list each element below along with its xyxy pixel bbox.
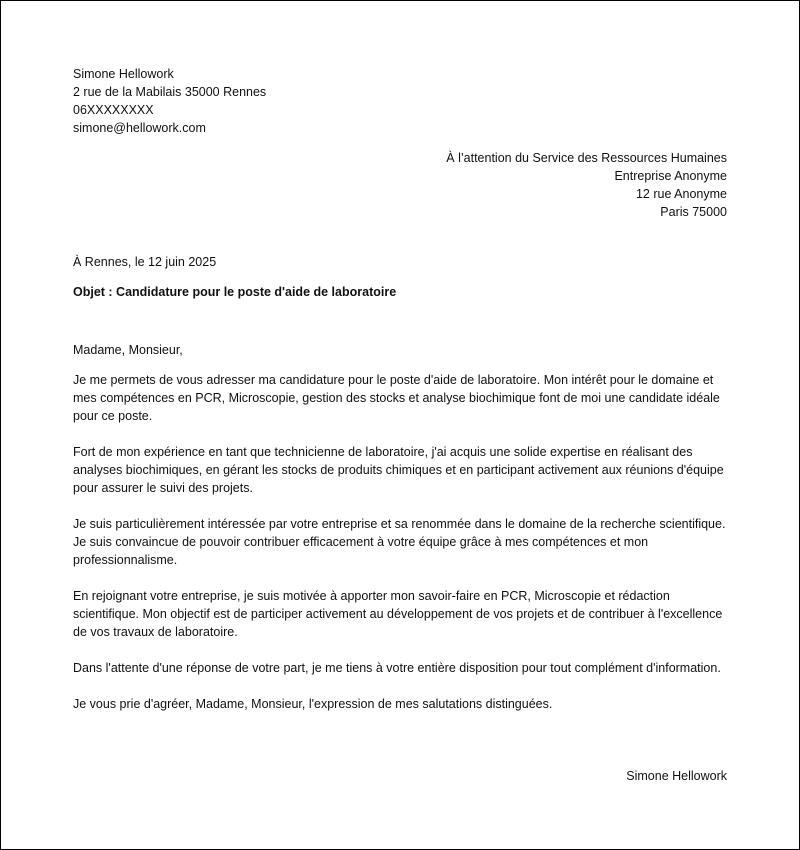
body-paragraph: Je me permets de vous adresser ma candidature pour le poste d'aide de laboratoire. Mon intérêt pour le domaine et mes compétences en PCR, Microscopie, gestion des stocks et analyse biochimique font de moi une candidate idéale pour ce poste. [73,373,720,423]
body-paragraph: Dans l'attente d'une réponse de votre part, je me tiens à votre entière disposition pour tout complément d'information. [73,661,721,675]
sender-block [73,65,733,137]
signature: Simone Hellowork [626,769,727,783]
recipient-city: Paris 75000 [660,205,727,219]
recipient-attention: À l’attention du Service des Ressources Humaines [446,151,727,165]
sender-address: 2 rue de la Mabilais 35000 Rennes [73,85,267,99]
recipient-company: Entreprise Anonyme [614,169,727,183]
recipient-block [446,149,727,221]
sender-phone: 06XXXXXXXX [73,103,154,117]
recipient-street: 12 rue Anonyme [635,187,727,201]
date-line: À Rennes, le 12 juin 2025 [73,255,217,269]
salutation: Madame, Monsieur, [73,343,183,357]
body-paragraph: Fort de mon expérience en tant que technicienne de laboratoire, j'ai acquis une solide expertise en réalisant des analyses biochimiques, en gérant les stocks de produits chimiques et en participant activement aux réunions d'équipe pour assurer le suivi des projets. [73,445,724,495]
sender-email: simone@hellowork.com [73,121,206,135]
closing-paragraph: Je vous prie d'agréer, Madame, Monsieur, l'expression de mes salutations distinguées. [73,697,553,711]
body-paragraph: Je suis particulièrement intéressée par votre entreprise et sa renommée dans le domaine de la recherche scientifique. Je suis convaincue de pouvoir contribuer efficacement à votre équipe grâce à mes compétences et mon professionnalisme. [73,517,726,567]
subject-line: Objet : Candidature pour le poste d'aide de laboratoire [73,285,397,299]
body-paragraph: En rejoignant votre entreprise, je suis motivée à apporter mon savoir-faire en PCR, Microscopie et rédaction scientifique. Mon objectif est de participer activement au développement de vos projets et de contribuer à l'excellence de vos travaux de laboratoire. [73,589,723,639]
sender-name: Simone Hellowork [73,67,174,81]
letter-body [73,371,733,731]
